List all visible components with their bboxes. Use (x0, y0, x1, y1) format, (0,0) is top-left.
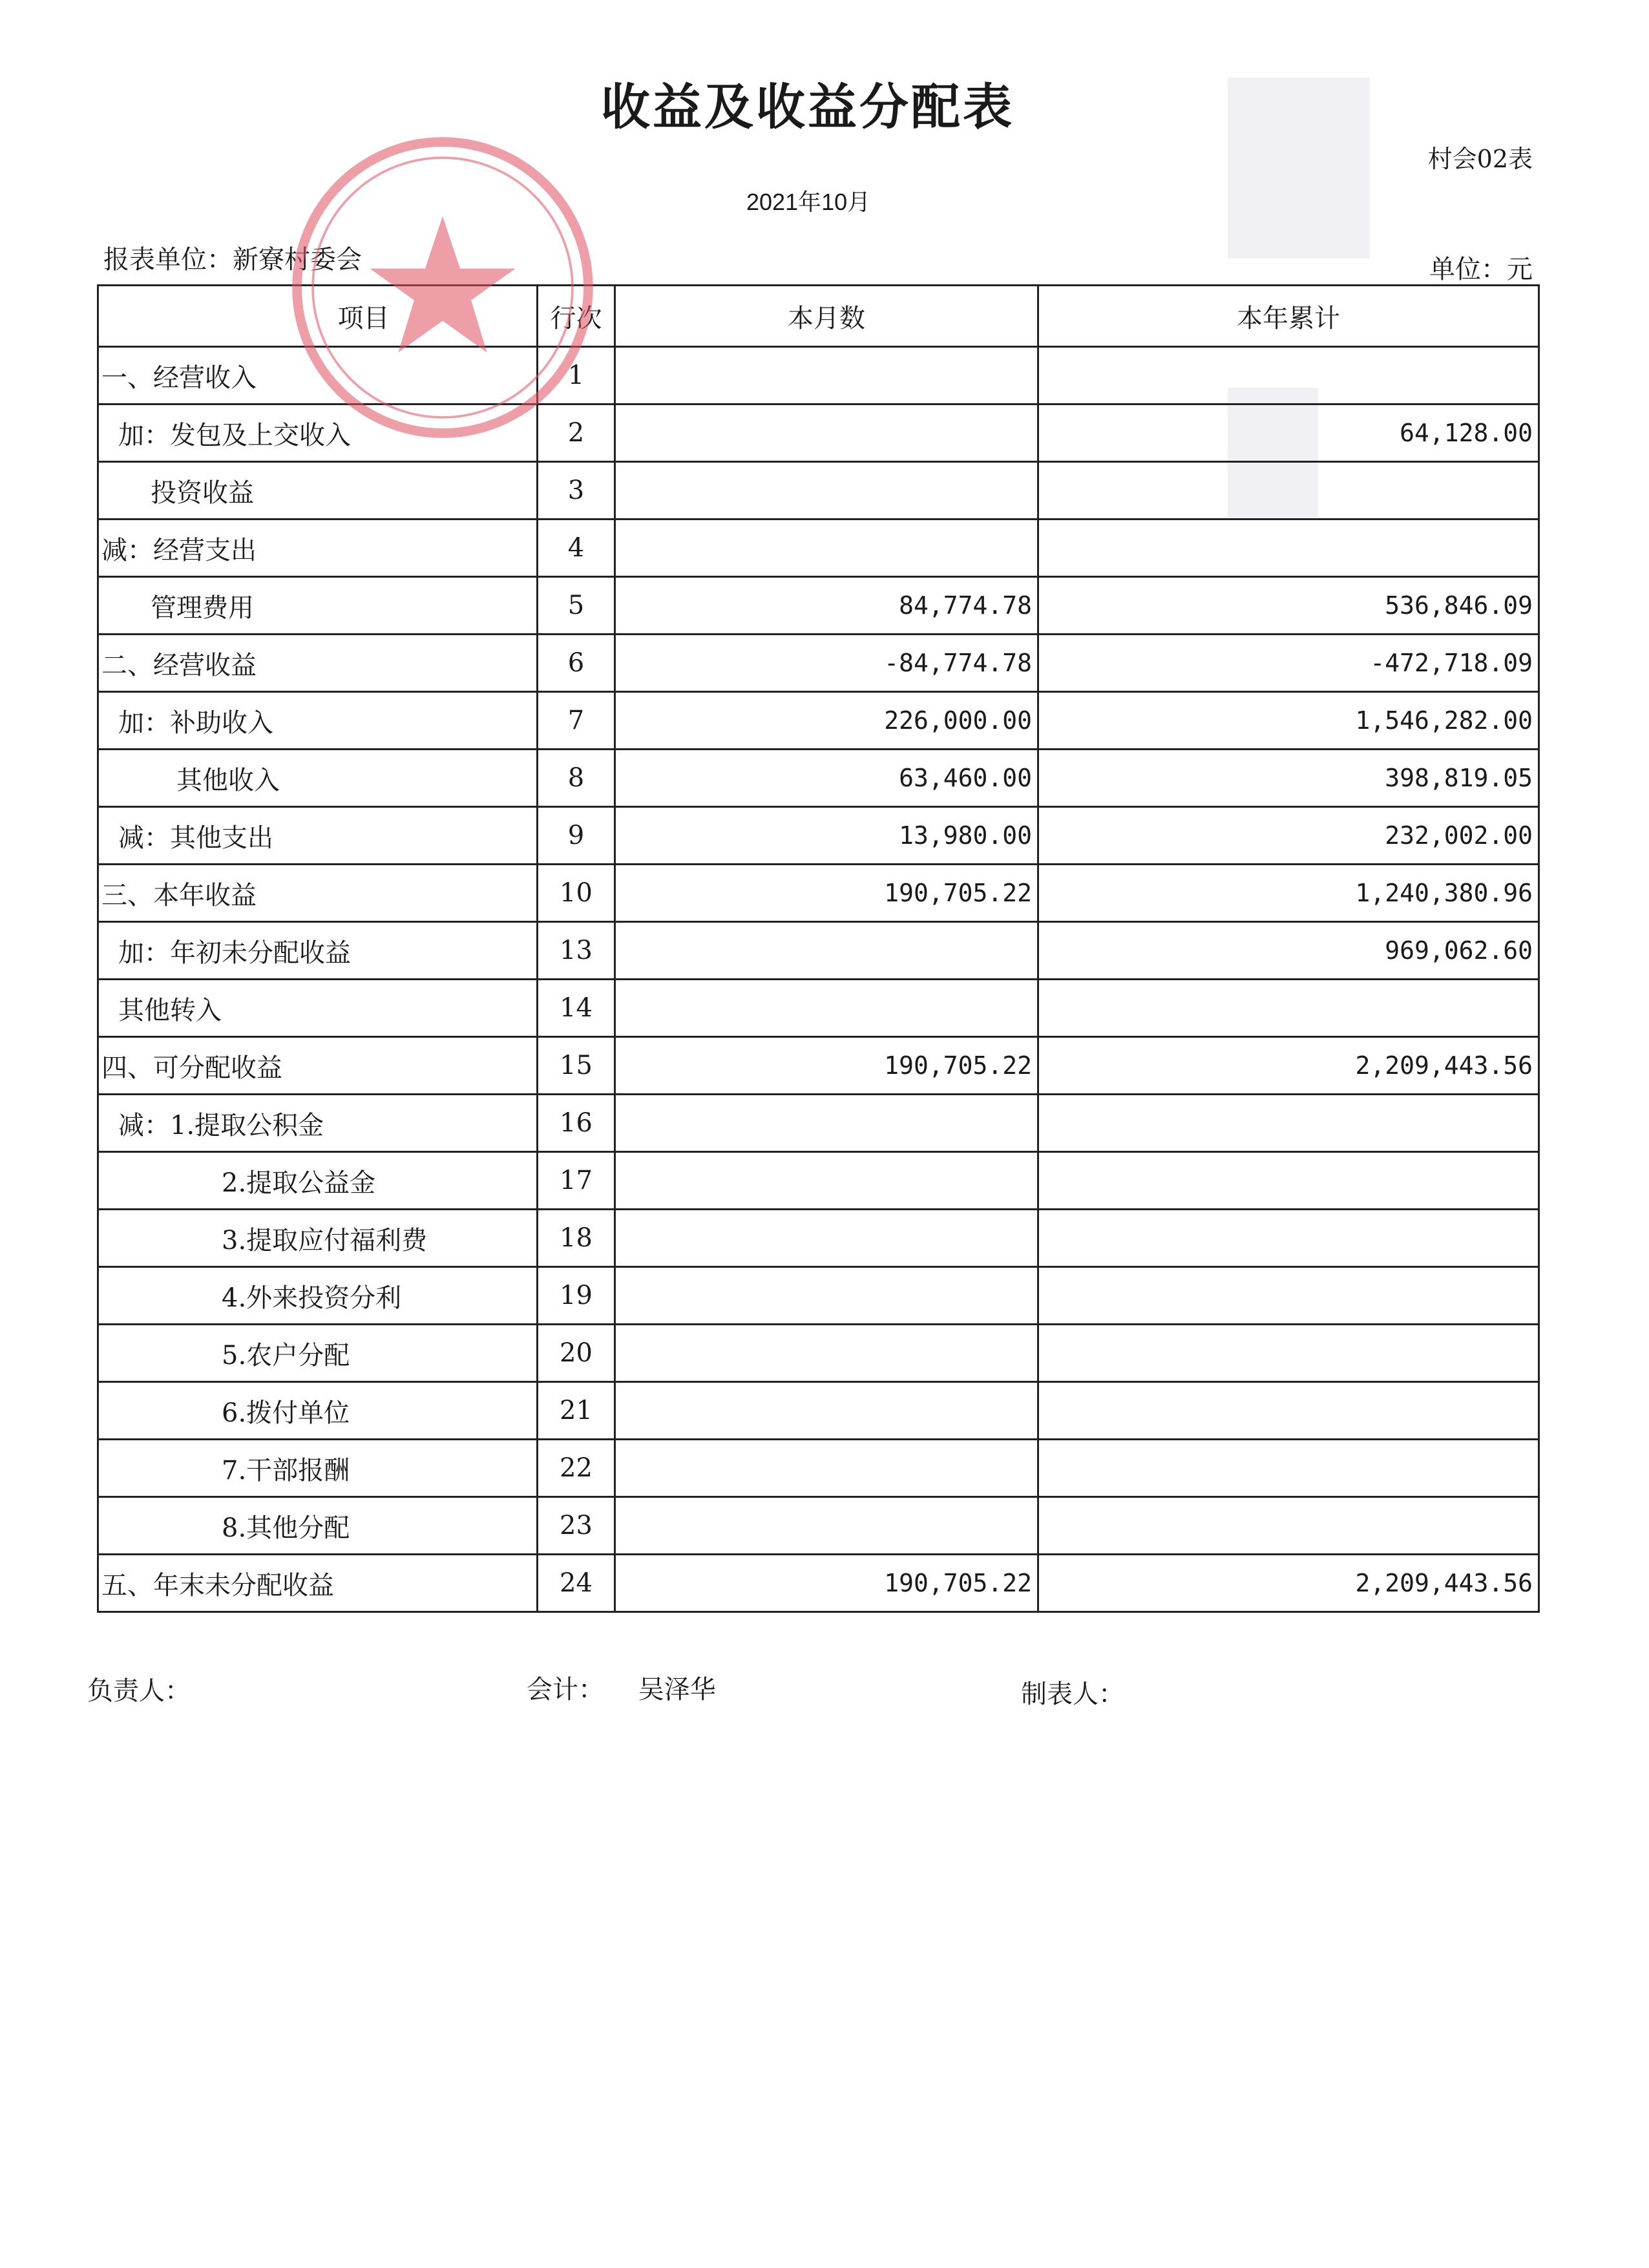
table-row (98, 1555, 1539, 1612)
row-item-label: 3.提取应付福利费 (98, 1210, 538, 1267)
row-line-number: 22 (538, 1440, 615, 1497)
row-month-value: 190,705.22 (615, 1037, 1038, 1095)
row-ytd-value (1038, 1210, 1539, 1267)
row-month-value (615, 520, 1038, 577)
row-item-label: 7.干部报酬 (98, 1440, 538, 1497)
accountant-label: 会计： (527, 1675, 604, 1705)
row-line-number: 3 (538, 462, 615, 520)
row-line-number: 2 (538, 404, 615, 462)
row-month-value: 13,980.00 (615, 807, 1038, 865)
row-line-number: 21 (538, 1382, 615, 1440)
row-item-label: 一、经营收入 (98, 347, 538, 404)
row-month-value: 84,774.78 (615, 577, 1038, 635)
column-header-month: 本月数 (615, 286, 1038, 347)
accountant-name: 吴泽华 (638, 1675, 716, 1705)
row-item-label: 管理费用 (98, 577, 538, 635)
scan-artifact (1228, 78, 1370, 258)
income-distribution-table (97, 284, 1540, 1613)
row-ytd-value: 64,128.00 (1038, 404, 1539, 462)
row-month-value (615, 347, 1038, 404)
row-month-value (615, 1267, 1038, 1325)
table-row (98, 692, 1539, 750)
row-line-number: 20 (538, 1325, 615, 1382)
row-ytd-value: 232,002.00 (1038, 807, 1539, 865)
table-row (98, 980, 1539, 1037)
table-row (98, 1037, 1539, 1095)
column-header-ytd: 本年累计 (1038, 286, 1539, 347)
row-line-number: 18 (538, 1210, 615, 1267)
row-ytd-value: 2,209,443.56 (1038, 1555, 1539, 1612)
form-code: 村会02表 (1427, 145, 1533, 173)
row-ytd-value (1038, 462, 1539, 520)
row-ytd-value: -472,718.09 (1038, 635, 1539, 692)
row-item-label: 其他转入 (98, 980, 538, 1037)
row-ytd-value: 969,062.60 (1038, 922, 1539, 980)
row-month-value (615, 1440, 1038, 1497)
row-ytd-value (1038, 1267, 1539, 1325)
row-item-label: 加：补助收入 (98, 692, 538, 750)
row-ytd-value (1038, 1382, 1539, 1440)
table-row (98, 1210, 1539, 1267)
column-header-line: 行次 (538, 286, 615, 347)
row-month-value (615, 922, 1038, 980)
row-month-value: 190,705.22 (615, 1555, 1038, 1612)
row-item-label: 投资收益 (98, 462, 538, 520)
row-ytd-value: 398,819.05 (1038, 750, 1539, 807)
row-item-label: 8.其他分配 (98, 1497, 538, 1555)
row-line-number: 15 (538, 1037, 615, 1095)
row-ytd-value (1038, 347, 1539, 404)
row-item-label: 6.拨付单位 (98, 1382, 538, 1440)
table-row (98, 1440, 1539, 1497)
row-month-value: 226,000.00 (615, 692, 1038, 750)
responsible-person-label: 负责人： (87, 1676, 191, 1706)
row-item-label: 加：年初未分配收益 (98, 922, 538, 980)
row-month-value (615, 462, 1038, 520)
row-item-label: 其他收入 (98, 750, 538, 807)
row-item-label: 加：发包及上交收入 (98, 404, 538, 462)
row-month-value (615, 1210, 1038, 1267)
row-line-number: 14 (538, 980, 615, 1037)
row-ytd-value (1038, 1152, 1539, 1210)
row-item-label: 2.提取公益金 (98, 1152, 538, 1210)
row-ytd-value (1038, 980, 1539, 1037)
row-line-number: 9 (538, 807, 615, 865)
row-line-number: 5 (538, 577, 615, 635)
row-ytd-value (1038, 1497, 1539, 1555)
row-ytd-value (1038, 1095, 1539, 1152)
row-item-label: 4.外来投资分利 (98, 1267, 538, 1325)
row-ytd-value: 1,240,380.96 (1038, 865, 1539, 922)
row-month-value (615, 1497, 1038, 1555)
table-row (98, 750, 1539, 807)
currency-unit: 单位：元 (1429, 255, 1533, 284)
table-row (98, 520, 1539, 577)
column-header-item: 项目 (98, 286, 538, 347)
official-seal-icon (284, 129, 601, 446)
row-month-value: 190,705.22 (615, 865, 1038, 922)
table-row (98, 635, 1539, 692)
row-month-value: -84,774.78 (615, 635, 1038, 692)
table-row (98, 577, 1539, 635)
row-item-label: 四、可分配收益 (98, 1037, 538, 1095)
table-row (98, 1497, 1539, 1555)
row-ytd-value (1038, 1440, 1539, 1497)
table-row (98, 1325, 1539, 1382)
row-line-number: 16 (538, 1095, 615, 1152)
row-item-label: 二、经营收益 (98, 635, 538, 692)
preparer-label: 制表人： (1021, 1679, 1124, 1709)
row-month-value (615, 404, 1038, 462)
table-row (98, 807, 1539, 865)
row-item-label: 5.农户分配 (98, 1325, 538, 1382)
row-line-number: 1 (538, 347, 615, 404)
row-item-label: 三、本年收益 (98, 865, 538, 922)
row-item-label: 五、年末未分配收益 (98, 1555, 538, 1612)
table-row (98, 1382, 1539, 1440)
page-title: 收益及收益分配表 (601, 78, 1014, 136)
row-month-value: 63,460.00 (615, 750, 1038, 807)
row-line-number: 10 (538, 865, 615, 922)
row-line-number: 13 (538, 922, 615, 980)
report-period: 2021年10月 (746, 189, 871, 215)
row-month-value (615, 1095, 1038, 1152)
row-line-number: 4 (538, 520, 615, 577)
table-row (98, 1152, 1539, 1210)
row-ytd-value: 2,209,443.56 (1038, 1037, 1539, 1095)
row-line-number: 8 (538, 750, 615, 807)
row-ytd-value (1038, 520, 1539, 577)
table-row (98, 922, 1539, 980)
row-month-value (615, 1382, 1038, 1440)
table-row (98, 462, 1539, 520)
row-line-number: 17 (538, 1152, 615, 1210)
row-month-value (615, 1325, 1038, 1382)
row-ytd-value: 536,846.09 (1038, 577, 1539, 635)
row-line-number: 6 (538, 635, 615, 692)
row-item-label: 减：经营支出 (98, 520, 538, 577)
accountant-signature (527, 1669, 716, 1706)
row-month-value (615, 1152, 1038, 1210)
row-line-number: 19 (538, 1267, 615, 1325)
row-month-value (615, 980, 1038, 1037)
row-item-label: 减：1.提取公积金 (98, 1095, 538, 1152)
row-ytd-value: 1,546,282.00 (1038, 692, 1539, 750)
table-row (98, 1095, 1539, 1152)
row-line-number: 7 (538, 692, 615, 750)
table-row (98, 865, 1539, 922)
row-line-number: 23 (538, 1497, 615, 1555)
table-row (98, 1267, 1539, 1325)
row-line-number: 24 (538, 1555, 615, 1612)
reporting-unit: 报表单位：新寮村委会 (103, 245, 362, 275)
row-ytd-value (1038, 1325, 1539, 1382)
row-item-label: 减：其他支出 (98, 807, 538, 865)
